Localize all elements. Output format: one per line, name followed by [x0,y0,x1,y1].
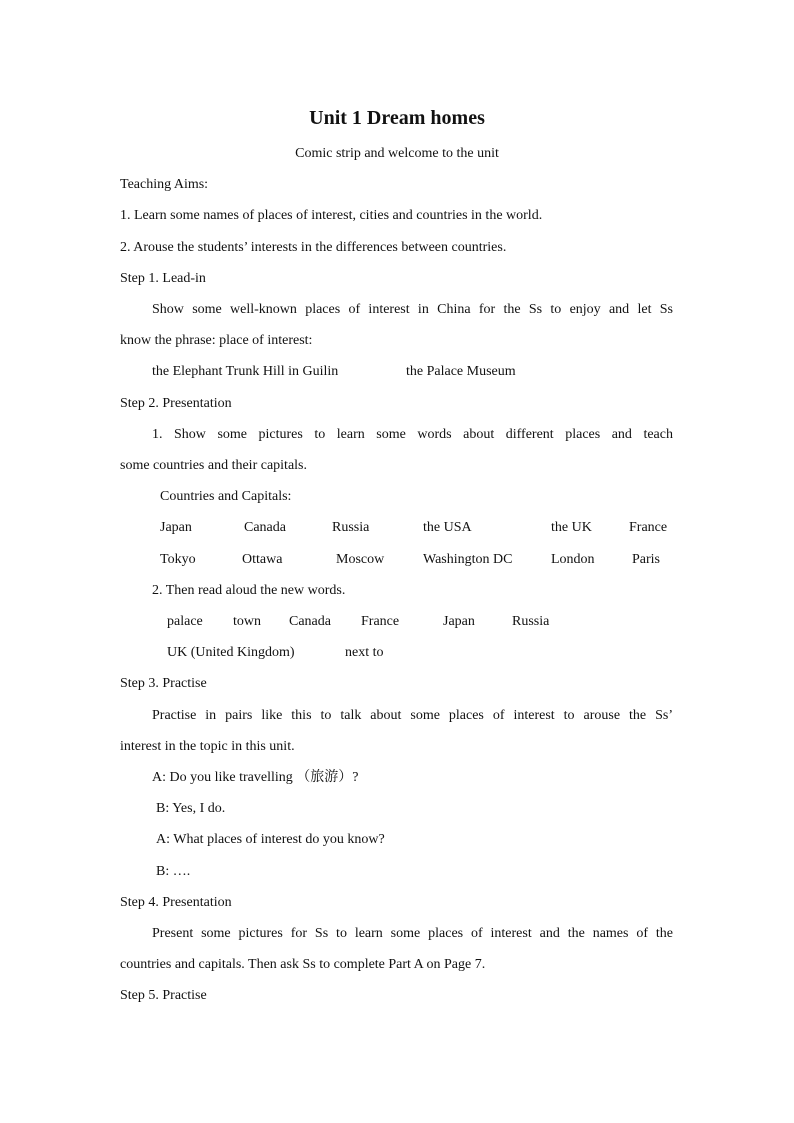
step2-point-2: 2. Then read aloud the new words. [152,583,346,598]
country-cell: Russia [332,520,370,535]
step3-heading: Step 3. Practise [120,676,207,691]
capital-cell: Moscow [336,552,385,567]
dialogue-line: A: Do you like travelling （旅游）? [152,770,359,785]
capital-cell: Tokyo [160,552,196,567]
capital-cell: Paris [632,552,660,567]
aims-item-1: 1. Learn some names of places of interest, cities and countries in the world. [120,208,543,223]
step1-text-line-1: Show some well-known places of interest in China for the Ss to enjoy and let Ss [152,302,673,317]
aims-item-2: 2. Arouse the students’ interests in the differences between countries. [120,240,507,255]
aims-heading: Teaching Aims: [120,177,209,192]
country-cell: the USA [423,520,472,535]
country-cell: the UK [551,520,592,535]
step4-text-line-2: countries and capitals. Then ask Ss to complete Part A on Page 7. [120,957,486,972]
step2-heading: Step 2. Presentation [120,396,232,411]
word-cell: UK (United Kingdom) [167,645,295,660]
country-cell: Japan [160,520,192,535]
step2-point1-line-2: some countries and their capitals. [120,458,307,473]
word-cell: palace [167,614,203,629]
step3-text-line-1: Practise in pairs like this to talk about some places of interest to arouse the Ss’ [152,708,673,723]
word-cell: Japan [443,614,475,629]
countries-capitals-heading: Countries and Capitals: [160,489,292,504]
word-cell: town [233,614,261,629]
word-cell: Canada [289,614,331,629]
dialogue-line: B: Yes, I do. [156,801,226,816]
page-subtitle: Comic strip and welcome to the unit [295,146,499,161]
country-cell: Canada [244,520,286,535]
step2-point1-line-1: 1. Show some pictures to learn some words about different places and teach [152,427,673,442]
step1-place-2: the Palace Museum [406,364,516,379]
capital-cell: Washington DC [423,552,513,567]
step1-text-line-2: know the phrase: place of interest: [120,333,313,348]
capital-cell: London [551,552,595,567]
page-title: Unit 1 Dream homes [309,107,485,129]
dialogue-line: A: What places of interest do you know? [156,832,385,847]
step4-text-line-1: Present some pictures for Ss to learn some places of interest and the names of the [152,926,673,941]
word-cell: France [361,614,400,629]
country-cell: France [629,520,668,535]
step3-text-line-2: interest in the topic in this unit. [120,739,295,754]
word-cell: Russia [512,614,550,629]
dialogue-line: B: …. [156,864,191,879]
step4-heading: Step 4. Presentation [120,895,232,910]
step1-place-1: the Elephant Trunk Hill in Guilin [152,364,339,379]
word-cell: next to [345,645,384,660]
capital-cell: Ottawa [242,552,283,567]
step5-heading: Step 5. Practise [120,988,207,1003]
step1-heading: Step 1. Lead-in [120,271,206,286]
